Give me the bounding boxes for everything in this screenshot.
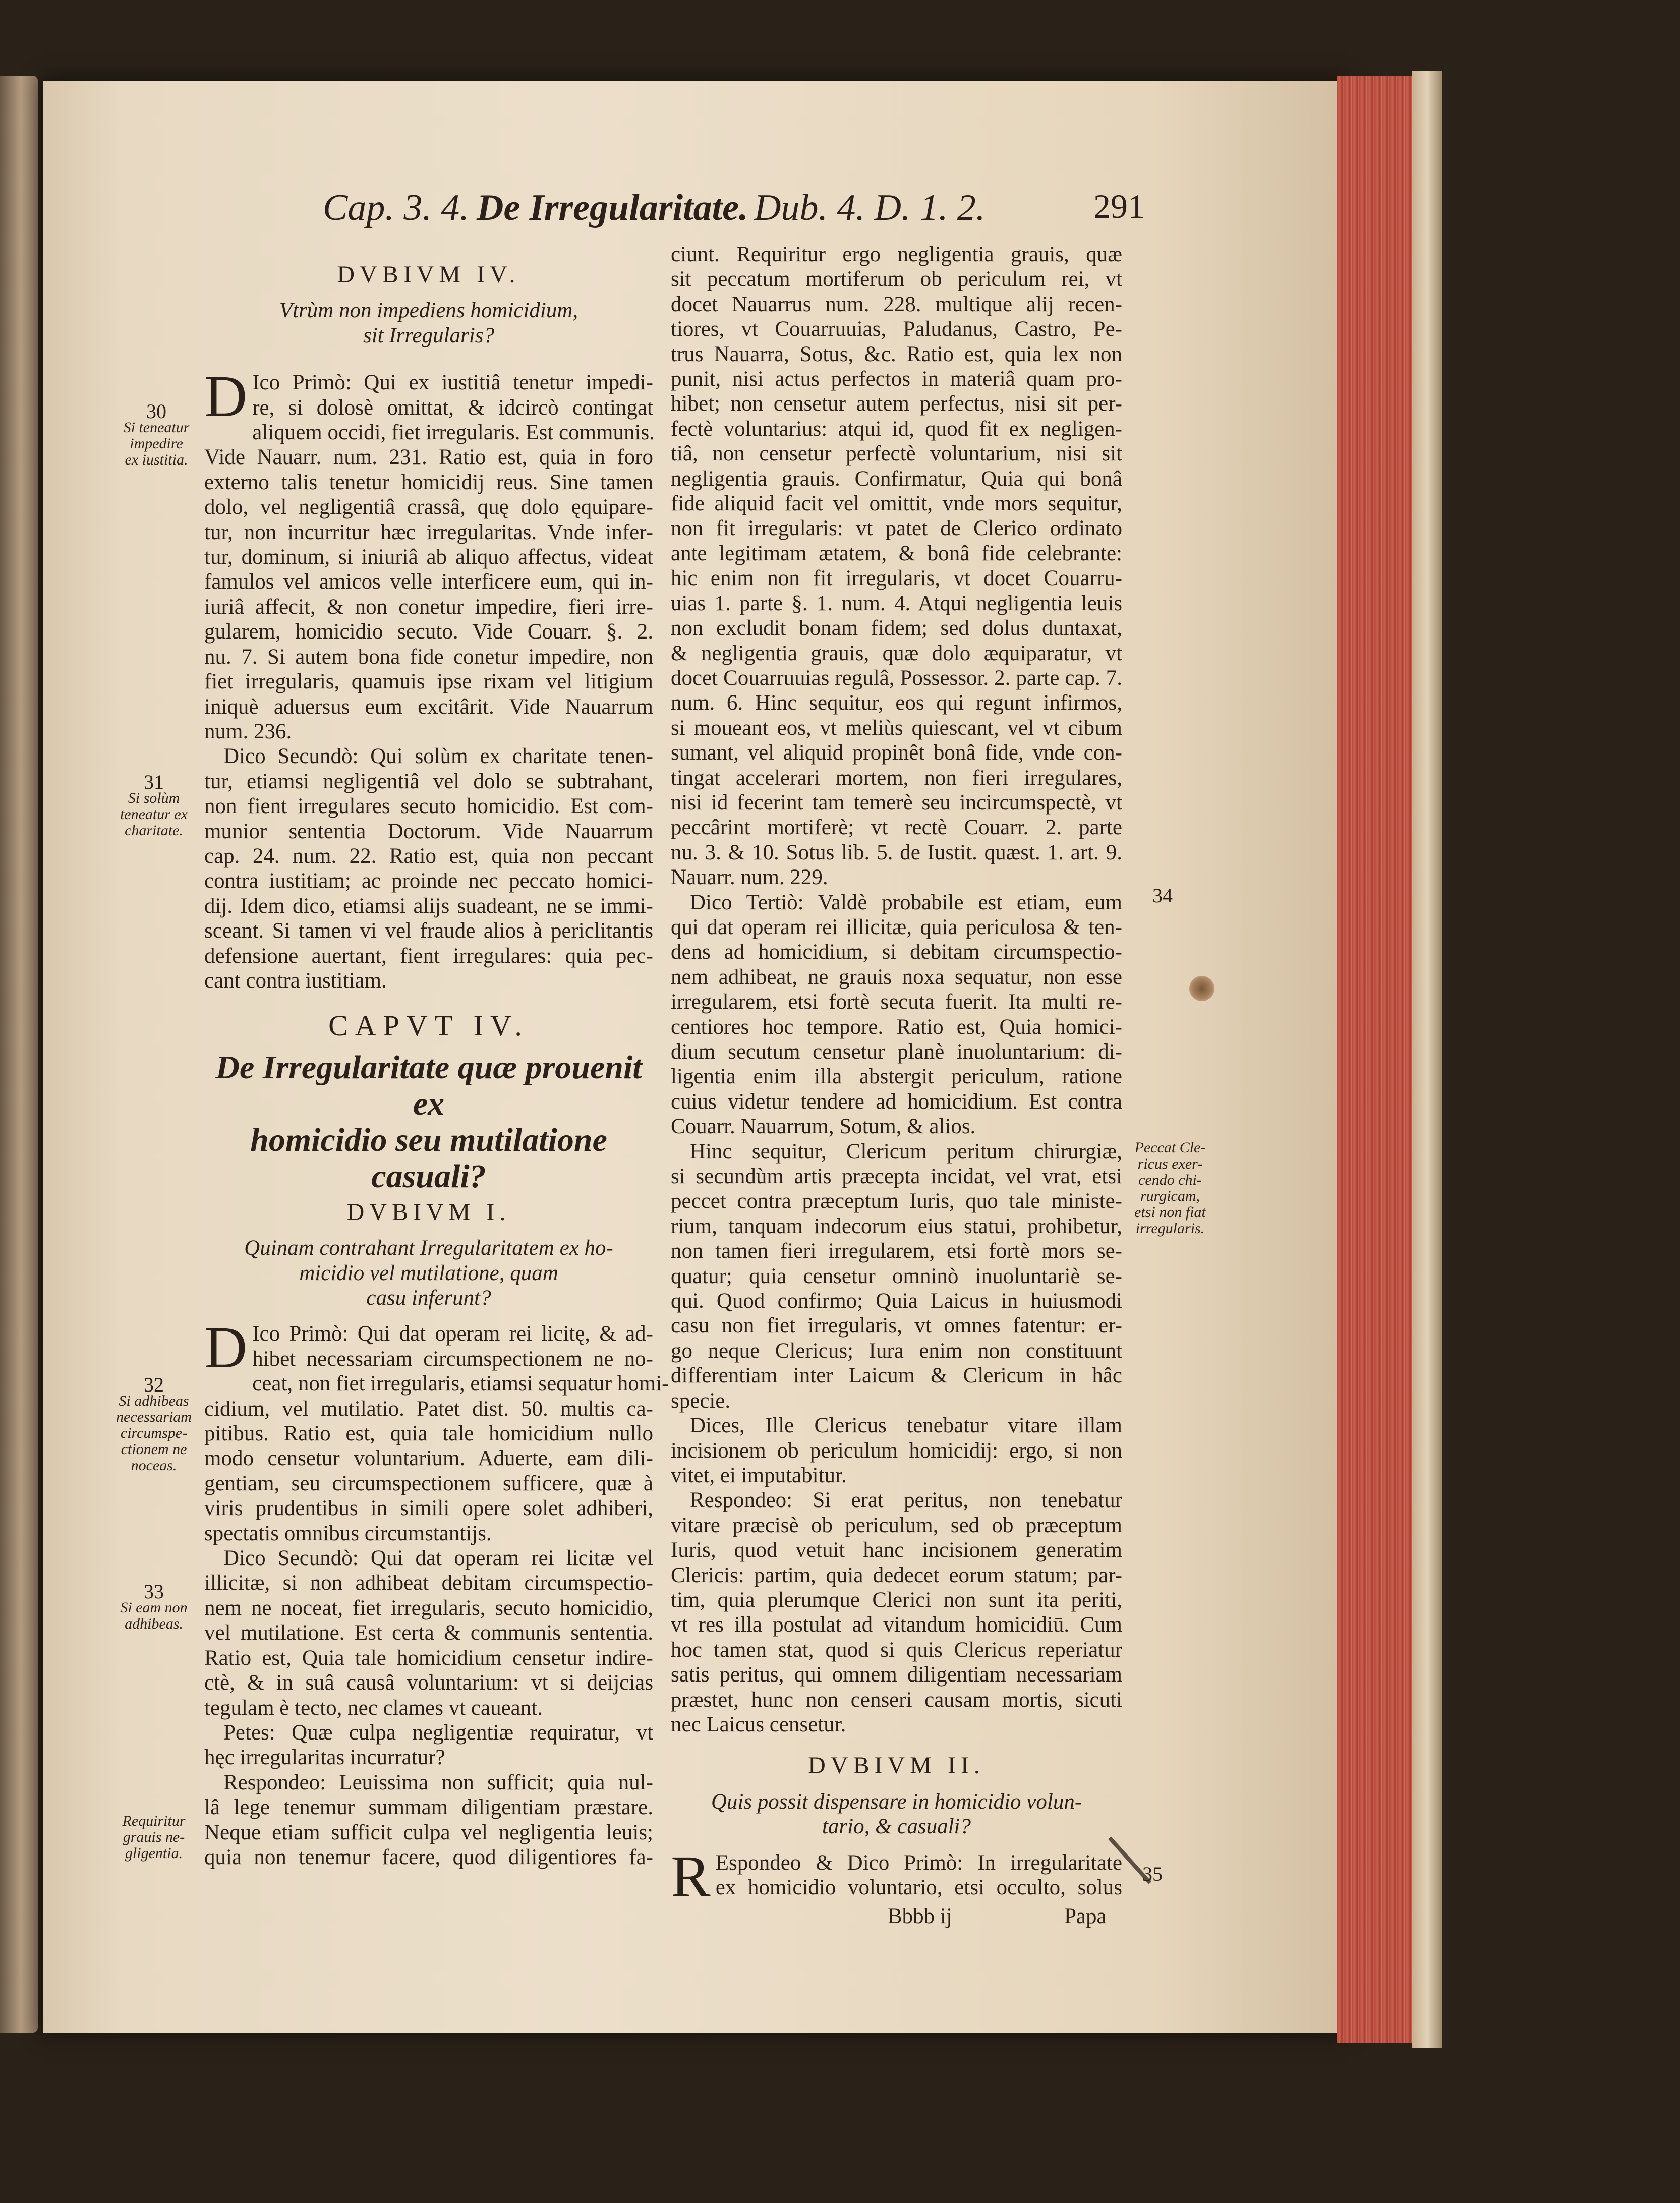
- paragraph-lines: [671, 1843, 1122, 1909]
- margin-note-line: rurgicam,: [1140, 1188, 1200, 1204]
- text-line: sumant, vel aliquid propinêt bonâ fide, vnde con-: [671, 741, 1122, 765]
- text-line: nem adhibeat, ne grauis noxa sequatur, non esse: [671, 965, 1122, 989]
- drop-cap: R: [671, 1843, 711, 1909]
- text-line: tim, quia plerumque Clerici non sunt ita periti,: [671, 1588, 1122, 1612]
- paragraph-hinc-sequitur: [671, 1139, 1122, 1413]
- text-line: ante legitimam ætatem, & bonâ fide celebrante:: [671, 541, 1122, 565]
- paragraph-lines: [204, 1770, 653, 1870]
- text-line: vitare præcisè ob periculum, sed ob præceptum: [671, 1513, 1122, 1537]
- text-line: Couarr. Nauarrum, Sotum, & alios.: [671, 1115, 976, 1139]
- text-line: hic enim non fit irregularis, vt docet Couarru-: [671, 566, 1122, 591]
- margin-note-line: Si eam non: [120, 1599, 188, 1616]
- text-line: tingat accelerari mortem, non fieri irregulares,: [671, 766, 1122, 790]
- text-line: quia non tenemur facere, quod diligentiores fa-: [204, 1845, 653, 1869]
- text-line: docet Couarruuias regulâ, Possessor. 2. parte cap. 7.: [671, 666, 1122, 690]
- text-line: illicitæ, si non adhibeat debitam circumspectio-: [204, 1571, 653, 1595]
- text-line: peccet contra præceptum Iuris, quo tale ministe-: [671, 1189, 1122, 1213]
- left-column: [204, 257, 669, 1870]
- margin-note-text: [106, 1393, 202, 1474]
- question-line: sit Irregularis?: [363, 323, 494, 347]
- text-line: nu. 7. Si autem bona fide conetur impedire, non: [204, 645, 653, 669]
- margin-note-text: [1122, 1140, 1218, 1237]
- red-page-edges: [1337, 76, 1412, 2043]
- text-line: viris prudentibus in simili opere solet adhiberi,: [204, 1496, 653, 1521]
- text-line: go neque Clericus; Iura enim non constituunt: [671, 1339, 1122, 1363]
- text-line: gentiam, seu circumspectionem sufficere, quæ à: [204, 1471, 653, 1495]
- text-line: Respondeo: Si erat peritus, non tenebatur: [690, 1488, 1122, 1513]
- signature-mark: Bbbb ij: [888, 1904, 952, 1928]
- paragraph-lines: [671, 1488, 1122, 1737]
- running-head-title: De Irregularitate.: [477, 187, 748, 228]
- text-line: cuius videtur tendere ad homicidium. Est contra: [671, 1089, 1122, 1114]
- text-line: negligentia grauis. Confirmatur, Quia qui bonâ: [671, 467, 1122, 491]
- text-line: satis peritus, qui omnem diligentiam necessariam: [671, 1663, 1122, 1687]
- text-line: peccârint mortiferè; vt rectè Couarr. 2. parte: [671, 816, 1122, 840]
- margin-note-requiritur: [106, 1813, 202, 1862]
- text-line: ex homicidio voluntario, etsi occulto, solus: [715, 1876, 1122, 1899]
- paragraph-dico-secundo-2: [204, 1546, 653, 1720]
- question-line: Quinam contrahant Irregularitatem ex ho-: [244, 1236, 613, 1260]
- text-line: Neque etiam sufficit culpa vel negligentia leuis;: [204, 1820, 653, 1844]
- text-line: iuriâ affecit, & non conetur impedire, fieri irre-: [204, 595, 653, 619]
- text-line: vt res illa postulat ad vitandum homicidiū. Cum: [671, 1613, 1122, 1637]
- margin-note-line: circumspe-: [120, 1425, 188, 1441]
- text-line: non tamen fieri irregularem, etsi fortè mors se-: [671, 1239, 1122, 1263]
- text-line: differentiam inter Laicum & Clericum in hâc: [671, 1364, 1122, 1388]
- text-line: vel mutilatione. Est certa & communis sententia.: [204, 1621, 653, 1645]
- margin-note-peccat: [1122, 1140, 1218, 1237]
- right-column: [671, 242, 1122, 1909]
- text-line: externo talis tenetur homicidij reus. Sine tamen: [204, 470, 653, 494]
- dubium-iv-question: [204, 298, 653, 348]
- text-line: aliquem occidi, fiet irregularis. Est communis.: [252, 421, 655, 445]
- text-line: nem ne noceat, fiet irregularis, secuto homicidio,: [204, 1596, 653, 1620]
- text-line: si moueant eos, vt meliùs quiescant, vel vt cibum: [671, 716, 1122, 740]
- text-line: præstet, hunc non censeri causam mortis, sicuti: [671, 1688, 1122, 1712]
- text-line: defensione auertant, fient irregulares: quia pec-: [204, 944, 653, 968]
- margin-number: 31: [144, 771, 164, 793]
- drop-cap: D: [204, 363, 248, 430]
- text-line: Espondeo & Dico Primò: In irregularitate: [715, 1850, 1122, 1875]
- margin-note-text: [106, 1600, 202, 1632]
- margin-note-line: ctionem ne: [121, 1441, 187, 1458]
- text-line: Ico Primò: Qui dat operam rei licitę, & ad-: [252, 1322, 653, 1346]
- margin-note-line: impedire: [130, 435, 183, 452]
- margin-number: 33: [144, 1580, 164, 1603]
- text-line: nu. 3. & 10. Sotus lib. 5. de Iustit. quæst. 1. art. 9.: [671, 840, 1122, 864]
- text-line: ciunt. Requiritur ergo negligentia grauis, quæ: [671, 243, 1122, 266]
- margin-note-line: adhibeas.: [125, 1615, 183, 1632]
- text-line: fide aliquid facit vel omittit, vnde mors sequitur,: [671, 492, 1122, 516]
- text-line: Dico Tertiò: Valdè probabile est etiam, eum: [690, 890, 1122, 914]
- question-line: tario, & casuali?: [822, 1815, 971, 1839]
- margin-note-33: [106, 1580, 202, 1632]
- margin-note-text: [106, 790, 202, 839]
- text-line: si secundùm artis præcepta incidat, vel vrat, etsi: [671, 1165, 1122, 1189]
- margin-number: 35: [1142, 1863, 1163, 1885]
- text-line: famulos vel amicos velle interficere eum, qui in-: [204, 570, 653, 594]
- book-fore-edge: [1412, 71, 1442, 2048]
- text-line: punit, nisi actus perfectos in materiâ quam pro-: [671, 367, 1122, 391]
- margin-note-31: [106, 771, 202, 839]
- paper-stain: [1189, 976, 1214, 1001]
- text-line: vitet, ei imputabitur.: [671, 1463, 847, 1487]
- paragraph-dices: [671, 1413, 1122, 1488]
- text-line: tur, etiamsi negligentiâ vel dolo se subtrahant,: [204, 769, 653, 793]
- margin-note-32: [106, 1373, 202, 1474]
- paragraph-continued: [671, 242, 1122, 890]
- text-line: non fient irregulares secuto homicidio. Est com-: [204, 794, 653, 819]
- title-line: homicidio seu mutilatione: [250, 1121, 607, 1158]
- dubium-ii-heading: DVBIVM II.: [808, 1752, 985, 1779]
- title-line: De Irregularitate quæ prouenit ex: [215, 1049, 642, 1122]
- text-line: uias 1. parte §. 1. num. 4. Atqui negligentia leuis: [671, 591, 1122, 615]
- text-line: nisi id fecerint tam temerè seu incircumspectè, vt: [671, 790, 1122, 815]
- paragraph-respondeo-primo: [671, 1843, 1122, 1909]
- text-line: rium, tanquam indecorum eius statui, prohibetur,: [671, 1214, 1122, 1238]
- text-line: dens ad homicidium, si debitam circumspectio-: [671, 940, 1122, 964]
- drop-cap: D: [204, 1314, 248, 1381]
- question-line: casu inferunt?: [366, 1286, 491, 1310]
- text-line: Petes: Quæ culpa negligentiæ requiratur, vt: [223, 1720, 653, 1745]
- page-number: 291: [1093, 187, 1145, 225]
- paragraph-dico-secundo: [204, 744, 653, 993]
- text-line: sceant. Si tamen vi vel fraude alios à periclitantis: [204, 919, 653, 943]
- margin-note-line: irregularis.: [1135, 1220, 1205, 1237]
- text-line: hoc tamen stat, quod si quis Clericus reperiatur: [671, 1638, 1122, 1662]
- text-line: specie.: [671, 1388, 731, 1413]
- paragraph-dico-primo-2: [204, 1314, 669, 1546]
- text-line: ligentia enim illa abstergit periculum, ratione: [671, 1065, 1122, 1089]
- dubium-i-question: [204, 1236, 653, 1310]
- paragraph-lines: [204, 363, 655, 744]
- margin-number: 34: [1152, 884, 1173, 907]
- text-line: cant contra iustitiam.: [204, 968, 387, 993]
- paragraph-lines: [671, 1413, 1122, 1488]
- margin-note-line: cendo chi-: [1138, 1172, 1202, 1188]
- text-line: fectè voluntarius: atqui id, quod fit ex negligen-: [671, 417, 1122, 441]
- text-line: Respondeo: Leuissima non sufficit; quia nul-: [223, 1770, 653, 1794]
- text-line: Vide Nauarr. num. 231. Ratio est, quia in foro: [204, 445, 653, 470]
- margin-note-line: necessariam: [116, 1409, 192, 1425]
- text-line: dium secutum censetur planè inuoluntarium: di-: [671, 1040, 1122, 1064]
- margin-note-line: Si teneatur: [123, 419, 190, 436]
- text-line: Clericis: partim, quia dedecet eorum statum; par-: [671, 1563, 1122, 1587]
- margin-number: 30: [146, 400, 166, 423]
- text-line: contra iustitiam; ac proinde nec peccato homici-: [204, 869, 653, 893]
- text-line: iniquè aduersus eum excitârit. Vide Nauarrum: [204, 694, 653, 719]
- paragraph-lines: [671, 1139, 1122, 1413]
- question-line: micidio vel mutilatione, quam: [299, 1261, 558, 1285]
- text-line: cap. 24. num. 22. Ratio est, quia non peccant: [204, 844, 653, 868]
- title-line: casuali?: [371, 1157, 486, 1195]
- margin-note-line: grauis ne-: [123, 1829, 185, 1845]
- paragraph-lines: [671, 890, 1122, 1139]
- dubium-i-heading: DVBIVM I.: [346, 1198, 511, 1226]
- running-head: [323, 187, 1145, 247]
- text-line: tiores, vt Couarruuias, Paludanus, Castro, Pe-: [671, 317, 1122, 341]
- text-line: trus Nauarra, Sotus, &c. Ratio est, quia lex non: [671, 342, 1122, 366]
- text-line: hęc irregularitas incurratur?: [204, 1746, 445, 1770]
- paragraph-lines: [204, 1314, 669, 1546]
- text-line: num. 6. Hinc sequitur, eos qui regunt infirmos,: [671, 691, 1122, 715]
- text-line: non excludit bonam fidem; sed dolus duntaxat,: [671, 616, 1122, 641]
- text-line: num. 236.: [204, 719, 292, 743]
- margin-note-line: ricus exer-: [1137, 1155, 1203, 1172]
- question-line: Vtrùm non impediens homicidium,: [279, 299, 578, 323]
- text-line: hibet necessariam circumspectionem ne no-: [252, 1347, 653, 1371]
- text-line: centiores hoc tempore. Ratio est, Quia homici-: [671, 1015, 1122, 1039]
- text-line: non fit irregularis: vt patet de Clerico ordinato: [671, 516, 1122, 541]
- text-line: modo censetur voluntarium. Aduerte, eam dili-: [204, 1446, 653, 1471]
- text-line: Ratio est, Quia tale homicidium censetur indire-: [204, 1646, 653, 1670]
- facing-page-edge: [0, 76, 38, 2033]
- text-line: pitibus. Ratio est, quia tale homicidium nullo: [204, 1422, 653, 1446]
- text-line: hibet; non censetur autem perfectus, nisi sit per-: [671, 392, 1122, 416]
- text-line: Dico Secundò: Qui solùm ex charitate tenen-: [223, 744, 653, 769]
- margin-note-text: [108, 420, 204, 468]
- text-line: ctè, & in suâ causâ voluntarium: vt si deijcias: [204, 1671, 653, 1695]
- text-line: Nauarr. num. 229.: [671, 865, 828, 890]
- running-head-doubt: Dub. 4. D. 1. 2.: [754, 187, 986, 228]
- margin-note-text: [106, 1813, 202, 1862]
- text-line: & negligentia grauis, quæ dolo æquiparatur, vt: [671, 641, 1122, 665]
- text-line: irregularem, etsi fortè secuta fuerit. Ita multi re-: [671, 990, 1122, 1014]
- text-line: tegulam è tecto, nec clames vt caueant.: [204, 1696, 543, 1720]
- text-line: qui. Quod confirmo; Quia Laicus in huiusmodi: [671, 1289, 1122, 1313]
- text-line: Dices, Ille Clericus tenebatur vitare illam: [690, 1414, 1122, 1438]
- paragraph-lines: [671, 242, 1122, 890]
- margin-number: 32: [144, 1373, 164, 1396]
- dubium-ii-question: [671, 1789, 1122, 1839]
- paragraph-respondeo-2: [671, 1488, 1122, 1737]
- question-line: Quis possit dispensare in homicidio volun-: [711, 1789, 1082, 1814]
- margin-note-line: noceas.: [131, 1457, 177, 1474]
- paragraph-petes: [204, 1720, 653, 1770]
- text-line: Iuris, quod vetuit hanc incisionem generatim: [671, 1538, 1122, 1562]
- text-line: gularem, homicidio secuto. Vide Couarr. §. 2.: [204, 620, 653, 644]
- paragraph-respondeo: [204, 1770, 653, 1870]
- text-line: nec Laicus censetur.: [671, 1712, 846, 1736]
- dubium-iv-heading: DVBIVM IV.: [337, 261, 520, 288]
- text-line: fiet irregularis, quamuis ipse rixam vel litigium: [204, 670, 653, 694]
- margin-note-line: Peccat Cle-: [1134, 1139, 1206, 1156]
- text-line: Dico Secundò: Qui dat operam rei licitæ vel: [223, 1546, 653, 1571]
- text-line: Hinc sequitur, Clericum peritum chirurgiæ,: [690, 1139, 1122, 1164]
- text-line: ceat, non fiet irregularis, etiamsi sequatur homi-: [252, 1372, 669, 1396]
- margin-note-line: teneatur ex: [120, 806, 188, 823]
- margin-note-35: [1130, 1863, 1175, 1885]
- catchword: Papa: [1064, 1904, 1107, 1928]
- text-line: tiâ, non censetur perfectè voluntarium, nisi sit: [671, 442, 1122, 466]
- text-line: tur, dominum, si iniuriâ ab aliquo affectus, videat: [204, 545, 653, 569]
- paragraph-lines: [204, 1720, 653, 1770]
- margin-note-line: charitate.: [125, 822, 183, 839]
- text-line: cidium, vel mutilatio. Patet dist. 50. multis ca-: [204, 1397, 653, 1421]
- text-line: sit peccatum mortiferum ob periculum rei, vt: [671, 267, 1122, 292]
- caput-iv-heading: CAPVT IV.: [328, 1009, 529, 1042]
- margin-note-line: Si solùm: [128, 790, 180, 806]
- margin-note-34: [1140, 884, 1185, 907]
- paragraph-dico-primo: [204, 363, 655, 744]
- running-head-chapter: Cap. 3. 4.: [323, 187, 469, 228]
- text-line: quatur; quia censetur omninò inuoluntariè se-: [671, 1264, 1122, 1288]
- text-line: tur, non incurritur hæc irregularitas. Vnde infer-: [204, 520, 653, 544]
- text-line: casu non fiet irregularis, vt omnes fatentur: er-: [671, 1314, 1122, 1338]
- margin-note-line: gligentia.: [125, 1845, 183, 1862]
- margin-note-30: [108, 400, 204, 468]
- text-line: dolo, vel negligentiâ crassâ, quę dolo ęquipare-: [204, 495, 653, 519]
- text-line: incisionem ob periculum homicidij: ergo, si non: [671, 1438, 1122, 1463]
- margin-note-line: Si adhibeas: [119, 1393, 189, 1409]
- margin-note-line: Requiritur: [122, 1813, 186, 1829]
- text-line: lâ lege tenemur summam diligentiam præstare.: [204, 1795, 653, 1820]
- text-line: munior sententia Doctorum. Vide Nauarrum: [204, 819, 653, 843]
- text-line: spectatis omnibus circumstantijs.: [204, 1521, 492, 1545]
- text-line: qui dat operam rei illicitæ, quia periculosa & ten-: [671, 915, 1122, 939]
- text-line: re, si dolosè omittat, & idcircò contingat: [252, 395, 653, 420]
- text-line: dij. Idem dico, etiamsi alijs suadeant, ne se immi-: [204, 894, 653, 918]
- paragraph-lines: [204, 1546, 653, 1720]
- paragraph-lines: [204, 744, 653, 993]
- text-line: docet Nauarrus num. 228. multique alij recen-: [671, 292, 1122, 316]
- text-line: Ico Primò: Qui ex iustitiâ tenetur impedi-: [252, 371, 653, 395]
- paragraph-dico-tertio: [671, 890, 1122, 1139]
- caput-iv-title: [204, 1050, 653, 1195]
- margin-note-line: ex iustitia.: [125, 451, 188, 468]
- margin-note-line: etsi non fiat: [1134, 1204, 1206, 1221]
